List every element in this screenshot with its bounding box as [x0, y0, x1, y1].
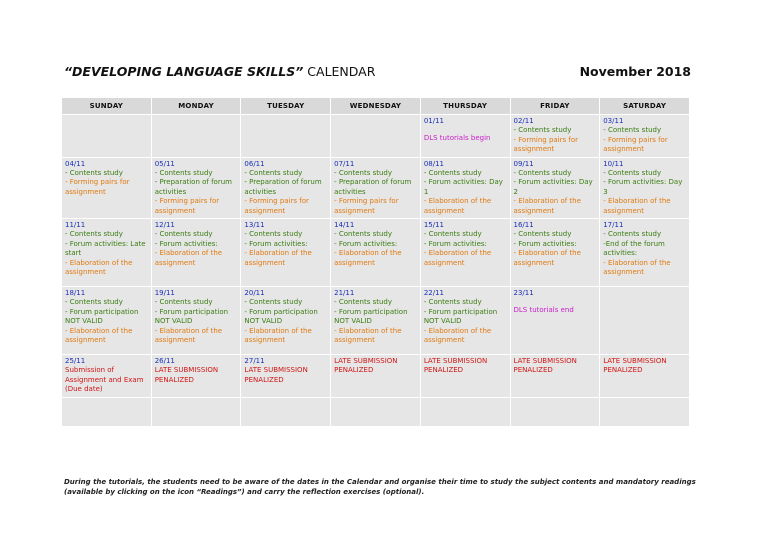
day-event: - Contents study: [513, 230, 572, 239]
day-cell: [600, 287, 690, 355]
day-event: - Forming pairs for assignment: [513, 135, 579, 154]
day-cell: [331, 287, 421, 355]
day-event: - Forum participation NOT VALID: [244, 307, 318, 326]
day-number: 01/11: [423, 117, 444, 125]
week-row: [62, 219, 690, 287]
day-event: - Contents study: [513, 126, 572, 135]
day-cell: [241, 115, 331, 158]
weekday-header: SUNDAY: [62, 98, 152, 115]
day-cell: [510, 115, 600, 158]
day-number: 02/11: [513, 117, 534, 125]
day-event: - Preparation of forum activities: [154, 178, 232, 196]
day-event: - Elaboration of the assignment: [423, 197, 492, 215]
weekday-header: FRIDAY: [510, 98, 600, 115]
day-cell: [420, 157, 510, 218]
day-cell: [510, 287, 600, 355]
weekday-header: TUESDAY: [241, 98, 331, 115]
day-number: 13/11: [244, 221, 265, 230]
day-event: - Elaboration of the assignment: [513, 197, 581, 215]
calendar-title: [64, 64, 375, 79]
day-cell: [510, 355, 600, 398]
day-event: - Elaboration of the assignment: [334, 326, 402, 345]
day-cell: [151, 355, 241, 398]
day-event: - Forming pairs for assignment: [65, 178, 130, 196]
week-row: [62, 355, 690, 398]
day-event: - Elaboration of the assignment: [244, 326, 312, 345]
day-event: - Contents study: [65, 169, 123, 178]
day-event: - Forming pairs for assignment: [603, 135, 668, 154]
day-event: LATE SUBMISSION PENALIZED: [513, 357, 577, 375]
day-cell: [62, 157, 152, 218]
day-cell: [62, 355, 152, 398]
weekday-header: SATURDAY: [600, 98, 690, 115]
day-event: - Contents study: [603, 126, 662, 135]
day-event: - Elaboration of the assignment: [423, 326, 492, 345]
day-number: 06/11: [244, 159, 265, 168]
day-event: - Contents study: [65, 230, 123, 239]
day-number: 03/11: [603, 117, 624, 125]
day-cell: [600, 355, 690, 398]
day-event: - Contents study: [65, 298, 123, 307]
day-number: 12/11: [154, 221, 175, 230]
day-cell: [241, 219, 331, 287]
day-event: LATE SUBMISSION PENALIZED: [334, 357, 398, 375]
day-event: LATE SUBMISSION PENALIZED: [423, 357, 488, 375]
day-cell: [510, 157, 600, 218]
day-cell: [600, 397, 690, 426]
day-cell: [62, 219, 152, 287]
day-event: - Contents study: [244, 230, 303, 239]
weekday-header: MONDAY: [151, 98, 241, 115]
day-event: LATE SUBMISSION PENALIZED: [603, 357, 667, 375]
weekday-header: WEDNESDAY: [331, 98, 421, 115]
day-event: - Forum activities: Late start: [65, 239, 146, 258]
day-event: - Forum participation NOT VALID: [65, 307, 139, 326]
day-event: LATE SUBMISSION PENALIZED: [244, 366, 308, 384]
day-cell: [420, 355, 510, 398]
day-event: - Forum activities:: [154, 239, 218, 248]
day-cell: [62, 287, 152, 355]
day-number: 22/11: [423, 289, 444, 298]
day-event: - Forum activities: Day 1: [423, 178, 503, 196]
day-event: - Elaboration of the assignment: [65, 258, 133, 277]
day-event: - Forming pairs for assignment: [334, 197, 399, 215]
day-cell: [420, 397, 510, 426]
day-event: DLS tutorials end: [513, 306, 574, 315]
day-event: LATE SUBMISSION PENALIZED: [154, 366, 219, 384]
day-number: 27/11: [244, 357, 265, 366]
day-cell: [241, 355, 331, 398]
day-event: - Forum participation NOT VALID: [154, 307, 229, 326]
day-event: - Contents study: [513, 169, 572, 178]
day-event: - Elaboration of the assignment: [154, 326, 223, 345]
day-number: 23/11: [513, 289, 534, 298]
footer-note: During the tutorials, the students need to be aware of the dates in the Calendar and organise their time to study the subject contents and mandatory readings (available by clicking on the icon “Readings”) and carry the reflection exercises (optional).: [64, 478, 696, 496]
day-event: - Contents study: [423, 230, 482, 239]
week-row: [62, 397, 690, 426]
day-event: - Preparation of forum activities: [244, 178, 322, 196]
day-event: -End of the forum activities:: [603, 239, 665, 258]
day-cell: [600, 157, 690, 218]
day-cell: [331, 219, 421, 287]
day-event: - Forum activities:: [334, 239, 398, 248]
week-row: [62, 287, 690, 355]
day-event: - Contents study: [334, 169, 392, 178]
day-event: - Contents study: [154, 169, 213, 178]
weekday-header: THURSDAY: [420, 98, 510, 115]
day-event: - Contents study: [334, 230, 392, 239]
day-event: - Forum participation NOT VALID: [334, 307, 408, 326]
day-cell: [331, 157, 421, 218]
day-cell: [151, 157, 241, 218]
day-cell: [62, 397, 152, 426]
cell-spacer: [424, 126, 507, 134]
day-event: - Forum activities:: [423, 239, 487, 248]
day-cell: [151, 397, 241, 426]
day-event: - Forum activities:: [244, 239, 308, 248]
day-cell: [331, 397, 421, 426]
title-course-name: “DEVELOPING LANGUAGE SKILLS”: [64, 64, 304, 79]
day-number: 10/11: [603, 159, 624, 168]
day-cell: [241, 287, 331, 355]
week-row: [62, 157, 690, 218]
day-number: 05/11: [154, 159, 175, 168]
day-event: - Forum activities:: [513, 239, 577, 248]
day-event: Submission of Assignment and Exam (Due date): [65, 366, 144, 394]
day-event: - Elaboration of the assignment: [244, 249, 312, 267]
day-number: 19/11: [154, 289, 175, 298]
day-event: - Elaboration of the assignment: [65, 326, 133, 345]
day-number: 08/11: [423, 159, 444, 168]
day-event: - Forming pairs for assignment: [244, 197, 309, 215]
day-cell: [510, 397, 600, 426]
day-event: - Forum participation NOT VALID: [423, 307, 498, 326]
day-number: 21/11: [334, 289, 355, 298]
day-event: - Contents study: [244, 169, 303, 178]
day-number: 17/11: [603, 221, 624, 230]
day-event: - Elaboration of the assignment: [603, 258, 671, 277]
day-number: 26/11: [154, 357, 175, 366]
day-event: - Contents study: [423, 298, 482, 307]
day-cell: [62, 115, 152, 158]
day-event: - Contents study: [154, 298, 213, 307]
day-cell: [241, 157, 331, 218]
day-cell: [420, 287, 510, 355]
day-event: - Forum activities: Day 3: [603, 178, 683, 196]
day-event: - Contents study: [244, 298, 303, 307]
day-event: - Forming pairs for assignment: [154, 197, 220, 215]
day-event: DLS tutorials begin: [423, 134, 491, 143]
day-cell: [510, 219, 600, 287]
day-number: 14/11: [334, 221, 355, 230]
day-cell: [600, 115, 690, 158]
day-event: - Elaboration of the assignment: [423, 249, 492, 267]
day-event: - Elaboration of the assignment: [603, 197, 671, 215]
title-suffix: CALENDAR: [303, 64, 376, 79]
day-number: 16/11: [513, 221, 534, 230]
cell-spacer: [514, 298, 597, 306]
day-event: - Contents study: [423, 169, 482, 178]
calendar-month: November 2018: [579, 64, 691, 79]
day-cell: [420, 115, 510, 158]
day-event: - Contents study: [603, 169, 662, 178]
day-number: 11/11: [65, 221, 86, 230]
day-cell: [241, 397, 331, 426]
day-cell: [331, 355, 421, 398]
day-number: 25/11: [65, 357, 86, 366]
day-event: - Contents study: [154, 230, 213, 239]
week-row: [62, 115, 690, 158]
day-event: - Elaboration of the assignment: [513, 249, 581, 267]
day-cell: [151, 287, 241, 355]
day-number: 18/11: [65, 289, 86, 298]
weekday-header-row: [62, 98, 690, 115]
day-cell: [151, 115, 241, 158]
day-number: 15/11: [423, 221, 444, 230]
day-number: 07/11: [334, 159, 355, 168]
day-event: - Elaboration of the assignment: [334, 249, 402, 267]
day-event: - Preparation of forum activities: [334, 178, 412, 196]
day-event: - Elaboration of the assignment: [154, 249, 223, 267]
day-number: 04/11: [65, 159, 86, 168]
day-number: 09/11: [513, 159, 534, 168]
calendar-grid: [61, 97, 690, 427]
day-event: - Contents study: [334, 298, 392, 307]
day-cell: [151, 219, 241, 287]
day-cell: [600, 219, 690, 287]
day-event: - Contents study: [603, 230, 662, 239]
day-cell: [420, 219, 510, 287]
day-number: 20/11: [244, 289, 265, 298]
day-cell: [331, 115, 421, 158]
day-event: - Forum activities: Day 2: [513, 178, 593, 196]
